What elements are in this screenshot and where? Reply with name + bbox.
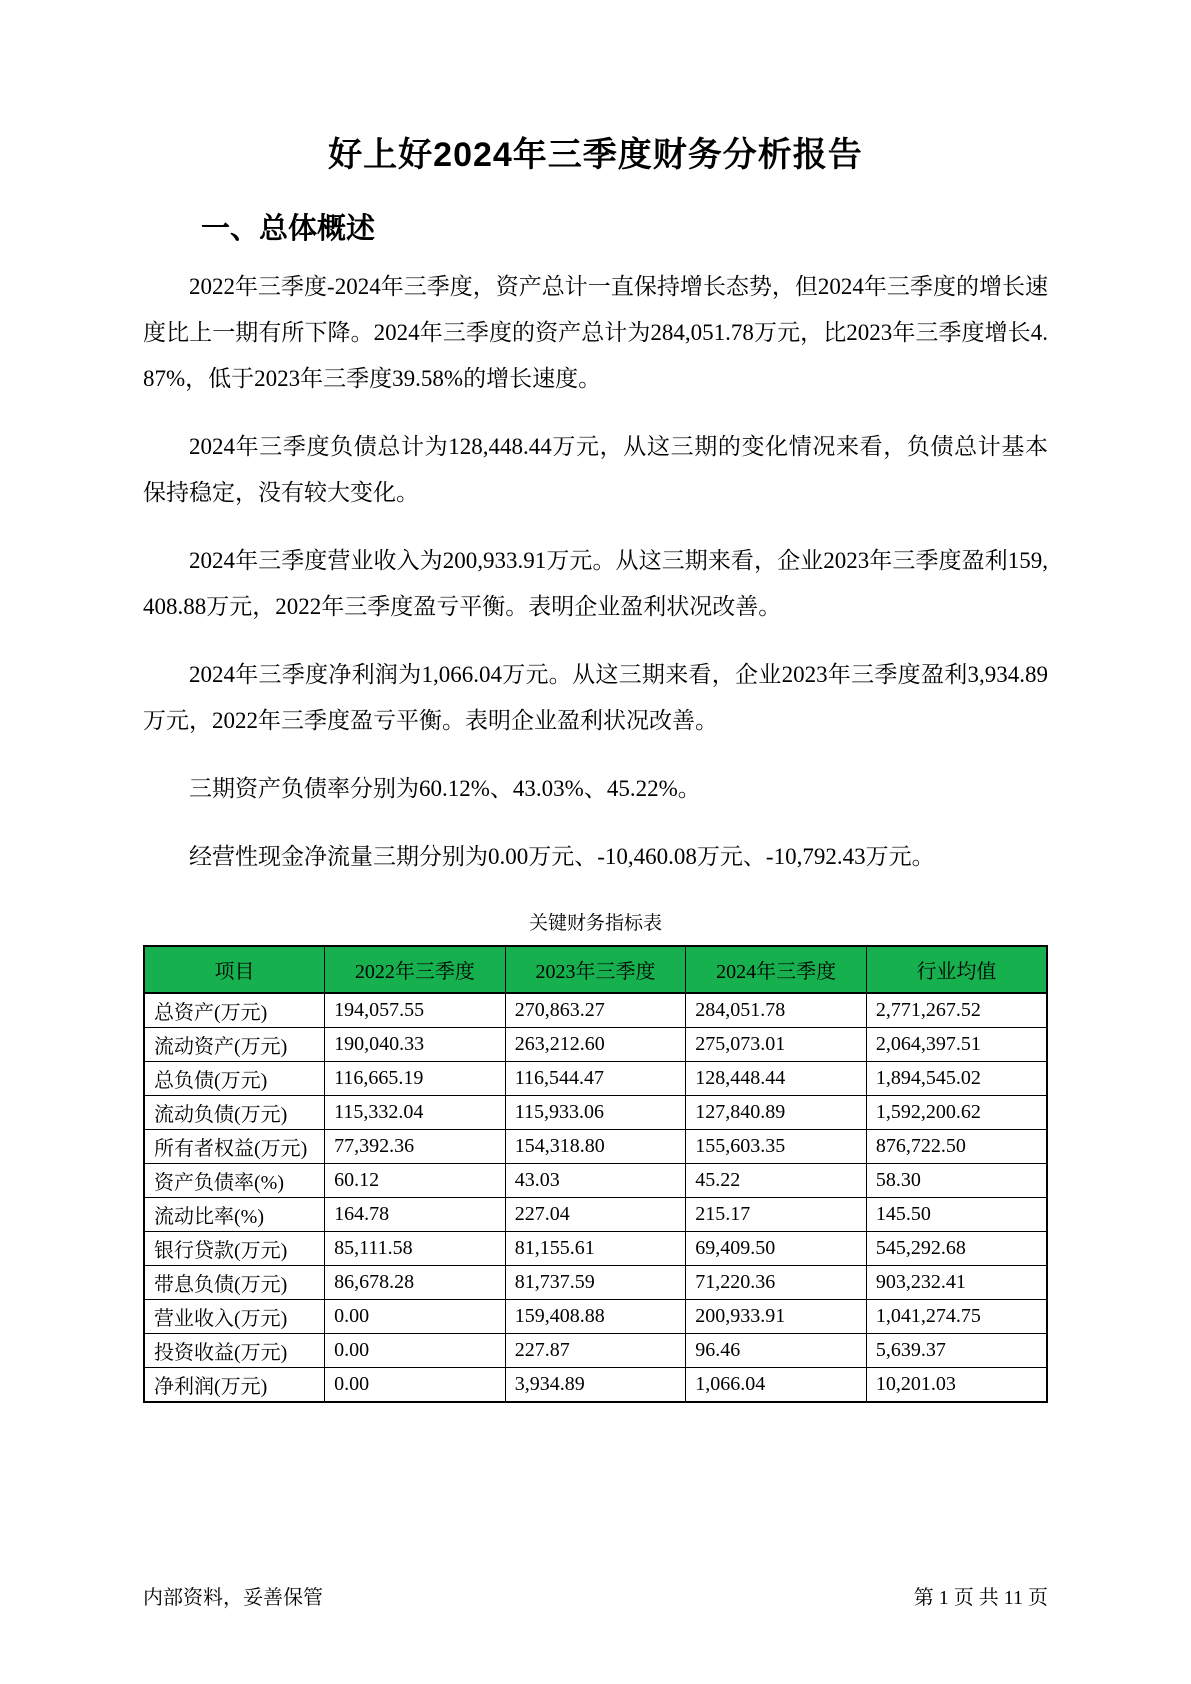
- value-cell: 263,212.60: [505, 1028, 686, 1062]
- value-cell: 127,840.89: [686, 1096, 867, 1130]
- value-cell: 903,232.41: [866, 1266, 1047, 1300]
- table-row: [144, 1232, 1047, 1266]
- value-cell: 43.03: [505, 1164, 686, 1198]
- footer: [143, 1581, 1048, 1610]
- body-paragraphs: [143, 264, 1048, 880]
- value-cell: 58.30: [866, 1164, 1047, 1198]
- table-row: [144, 1334, 1047, 1368]
- value-cell: 270,863.27: [505, 993, 686, 1028]
- row-label-cell: 银行贷款(万元): [144, 1232, 325, 1266]
- value-cell: 71,220.36: [686, 1266, 867, 1300]
- paragraph: 三期资产负债率分别为60.12%、43.03%、45.22%。: [189, 776, 701, 801]
- table-row: [144, 993, 1047, 1028]
- value-cell: 545,292.68: [866, 1232, 1047, 1266]
- row-label-cell: 流动资产(万元): [144, 1028, 325, 1062]
- row-label-cell: 投资收益(万元): [144, 1334, 325, 1368]
- row-label-cell: 净利润(万元): [144, 1368, 325, 1403]
- paragraph: 2024年三季度营业收入为200,933.91万元。从这三期来看，企业2023年三季度盈利159,408.88万元，2022年三季度盈亏平衡。表明企业盈利状况改善。: [143, 548, 1049, 619]
- value-cell: 116,544.47: [505, 1062, 686, 1096]
- value-cell: 1,592,200.62: [866, 1096, 1047, 1130]
- value-cell: 0.00: [325, 1334, 506, 1368]
- financial-table: [143, 945, 1048, 1403]
- table-row: [144, 1028, 1047, 1062]
- row-label-cell: 资产负债率(%): [144, 1164, 325, 1198]
- value-cell: 0.00: [325, 1368, 506, 1403]
- value-cell: 227.04: [505, 1198, 686, 1232]
- value-cell: 81,737.59: [505, 1266, 686, 1300]
- value-cell: 3,934.89: [505, 1368, 686, 1403]
- value-cell: 200,933.91: [686, 1300, 867, 1334]
- row-label-cell: 总资产(万元): [144, 993, 325, 1028]
- value-cell: 155,603.35: [686, 1130, 867, 1164]
- value-cell: 69,409.50: [686, 1232, 867, 1266]
- value-cell: 154,318.80: [505, 1130, 686, 1164]
- value-cell: 164.78: [325, 1198, 506, 1232]
- paragraph: 2024年三季度负债总计为128,448.44万元，从这三期的变化情况来看，负债总计基本保持稳定，没有较大变化。: [143, 434, 1048, 505]
- table-row: [144, 1368, 1047, 1403]
- value-cell: 115,933.06: [505, 1096, 686, 1130]
- value-cell: 85,111.58: [325, 1232, 506, 1266]
- column-header: 行业均值: [866, 946, 1047, 993]
- column-header: 2022年三季度: [325, 946, 506, 993]
- value-cell: 10,201.03: [866, 1368, 1047, 1403]
- row-label-cell: 带息负债(万元): [144, 1266, 325, 1300]
- row-label-cell: 所有者权益(万元): [144, 1130, 325, 1164]
- paragraph: 2024年三季度净利润为1,066.04万元。从这三期来看，企业2023年三季度盈利3,934.89万元，2022年三季度盈亏平衡。表明企业盈利状况改善。: [143, 662, 1048, 733]
- value-cell: 1,894,545.02: [866, 1062, 1047, 1096]
- value-cell: 159,408.88: [505, 1300, 686, 1334]
- value-cell: 190,040.33: [325, 1028, 506, 1062]
- row-label-cell: 营业收入(万元): [144, 1300, 325, 1334]
- table-row: [144, 1164, 1047, 1198]
- value-cell: 227.87: [505, 1334, 686, 1368]
- row-label-cell: 流动比率(%): [144, 1198, 325, 1232]
- table-row: [144, 1096, 1047, 1130]
- column-header: 2024年三季度: [686, 946, 867, 993]
- table-row: [144, 1300, 1047, 1334]
- value-cell: 2,771,267.52: [866, 993, 1047, 1028]
- value-cell: 5,639.37: [866, 1334, 1047, 1368]
- document-content: [143, 0, 1048, 1403]
- value-cell: 86,678.28: [325, 1266, 506, 1300]
- column-header: 2023年三季度: [505, 946, 686, 993]
- value-cell: 2,064,397.51: [866, 1028, 1047, 1062]
- table-row: [144, 1062, 1047, 1096]
- value-cell: 60.12: [325, 1164, 506, 1198]
- table-row: [144, 1198, 1047, 1232]
- row-label-cell: 流动负债(万元): [144, 1096, 325, 1130]
- table-header-row: [144, 946, 1047, 993]
- value-cell: 96.46: [686, 1334, 867, 1368]
- row-label-cell: 总负债(万元): [144, 1062, 325, 1096]
- footer-confidential-note: 内部资料，妥善保管: [143, 1587, 323, 1609]
- value-cell: 145.50: [866, 1198, 1047, 1232]
- value-cell: 115,332.04: [325, 1096, 506, 1130]
- value-cell: 116,665.19: [325, 1062, 506, 1096]
- value-cell: 876,722.50: [866, 1130, 1047, 1164]
- table-caption: 关键财务指标表: [528, 913, 662, 934]
- column-header: 项目: [144, 946, 325, 993]
- value-cell: 1,066.04: [686, 1368, 867, 1403]
- table-body: [144, 993, 1047, 1402]
- value-cell: 284,051.78: [686, 993, 867, 1028]
- value-cell: 81,155.61: [505, 1232, 686, 1266]
- section-heading: 一、总体概述: [201, 213, 376, 245]
- paragraph: 经营性现金净流量三期分别为0.00万元、-10,460.08万元、-10,792.43万元。: [189, 844, 935, 869]
- value-cell: 1,041,274.75: [866, 1300, 1047, 1334]
- value-cell: 215.17: [686, 1198, 867, 1232]
- table-row: [144, 1266, 1047, 1300]
- value-cell: 275,073.01: [686, 1028, 867, 1062]
- table-row: [144, 1130, 1047, 1164]
- value-cell: 194,057.55: [325, 993, 506, 1028]
- value-cell: 0.00: [325, 1300, 506, 1334]
- value-cell: 45.22: [686, 1164, 867, 1198]
- paragraph: 2022年三季度-2024年三季度，资产总计一直保持增长态势，但2024年三季度的增长速度比上一期有所下降。2024年三季度的资产总计为284,051.78万元，比2023年三季度增长4.87%，低于2023年三季度39.58%的增长速度。: [143, 274, 1048, 391]
- value-cell: 77,392.36: [325, 1130, 506, 1164]
- footer-page-number: 第 1 页 共 11 页: [913, 1587, 1048, 1609]
- page-title: 好上好2024年三季度财务分析报告: [328, 136, 863, 174]
- value-cell: 128,448.44: [686, 1062, 867, 1096]
